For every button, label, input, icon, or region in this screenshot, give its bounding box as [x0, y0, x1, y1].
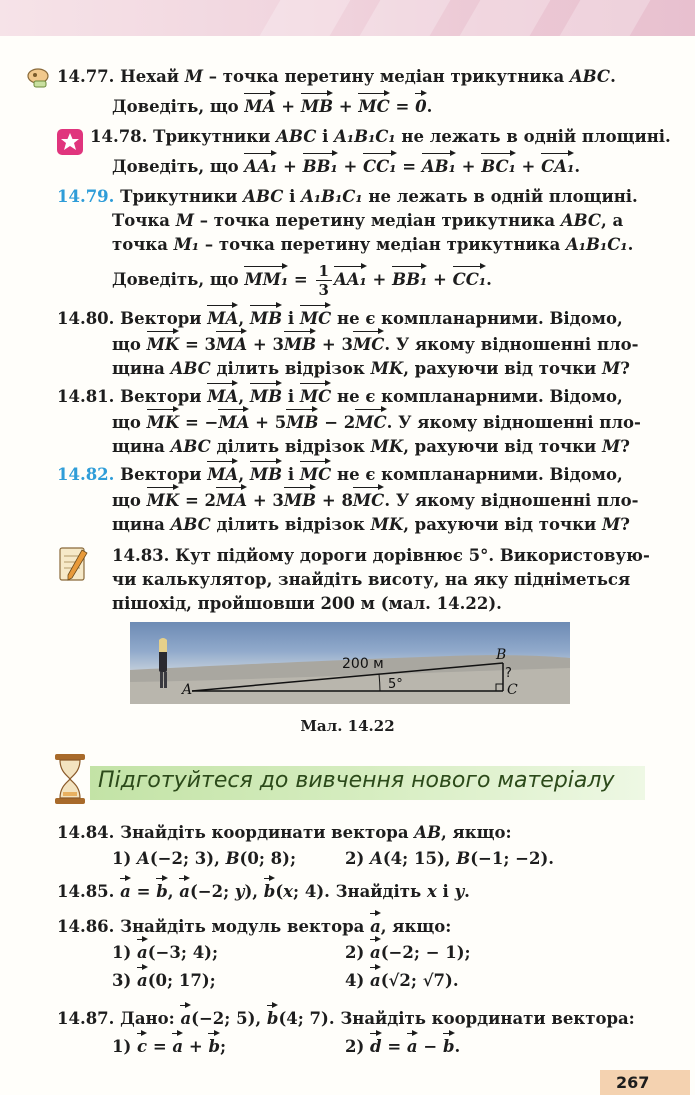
point-a-label: A [182, 682, 193, 698]
section-title: Підготуйтеся до вивчення нового матеріалу [98, 768, 615, 793]
figure-caption: Мал. 14.22 [300, 717, 395, 735]
page-number: 267 [600, 1070, 690, 1095]
figure-road-photo [130, 622, 570, 704]
unknown-height-label: ? [505, 666, 512, 681]
notebook-pencil-icon [56, 544, 90, 584]
problem-number: 14.77. [57, 67, 115, 86]
walker-figure [159, 638, 167, 688]
point-b-label: B [496, 647, 507, 663]
star-task-icon [56, 128, 84, 156]
hourglass-icon [52, 752, 88, 806]
top-decorative-band [0, 0, 695, 36]
point-c-label: C [507, 682, 518, 698]
angle-label: 5° [388, 677, 403, 692]
distance-label: 200 м [342, 656, 384, 672]
key-task-icon [26, 67, 52, 91]
fraction-one-third: $\frac{1}{3}$ [316, 262, 332, 299]
